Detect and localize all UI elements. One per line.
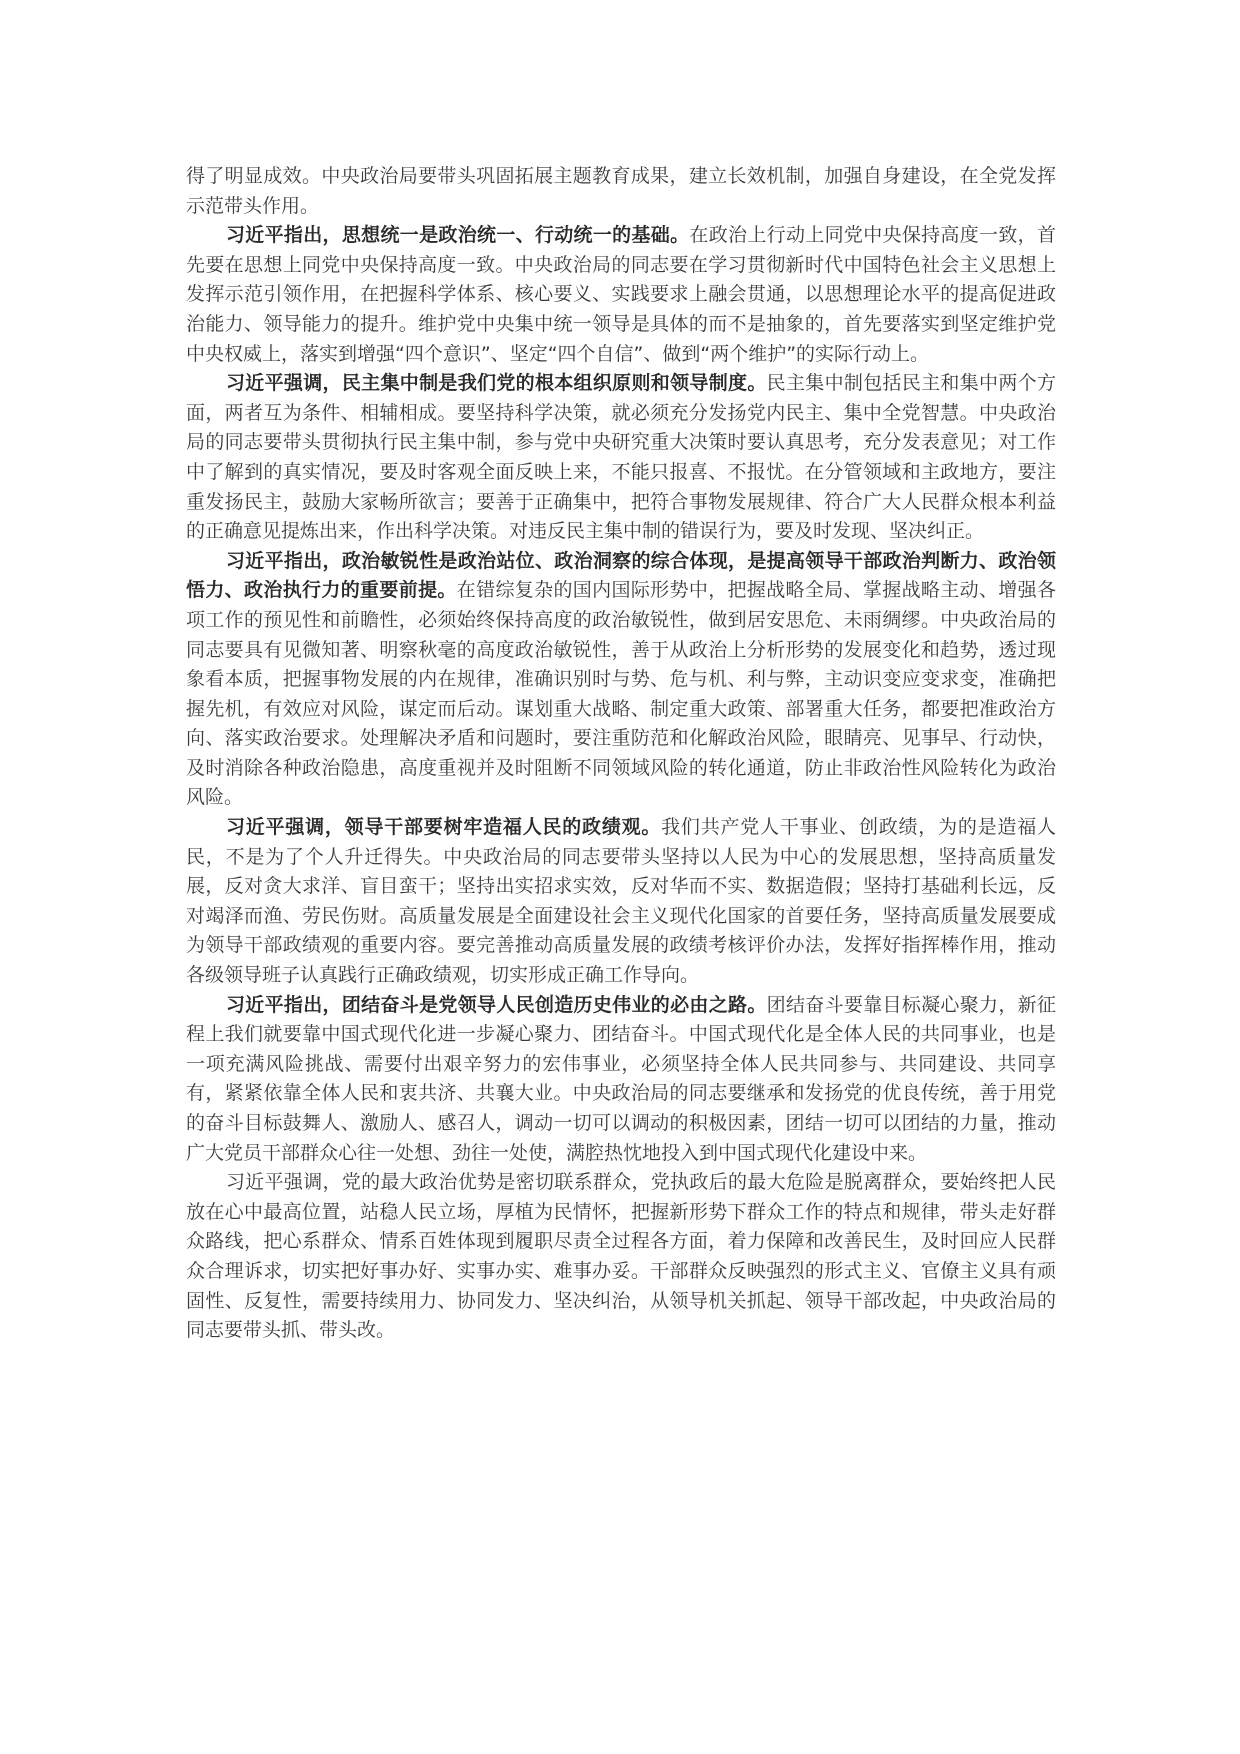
paragraph-body: 得了明显成效。中央政治局要带头巩固拓展主题教育成果，建立长效机制，加强自身建设，在全党发挥示范带头作用。 [186,165,1056,217]
paragraph-lead: 习近平指出，团结奋斗是党领导人民创造历史伟业的必由之路。 [226,993,767,1016]
paragraph-lead: 习近平指出，政治敏锐性是政治站位、政治洞察的综合体现，是提高领导干部政治判断力、政治领悟力、政治执行力的重要前提。 [186,549,1056,602]
paragraph-performance-view [186,813,1056,991]
paragraph-lead: 习近平强调，领导干部要树牢造福人民的政绩观。 [226,816,662,839]
paragraph-ideological-unity [186,221,1056,369]
paragraph-mass-line [186,1168,1056,1346]
paragraph-body: 在错综复杂的国内国际形势中，把握战略全局、掌握战略主动、增强各项工作的预见性和前瞻性，必须始终保持高度的政治敏锐性，做到居安思危、未雨绸缪。中央政治局的同志要具有见微知著、明察秋毫的高度政治敏锐性，善于从政治上分析形势的发展变化和趋势，透过现象看本质，把握事物发展的内在规律，准确识别时与势、危与机、利与弊，主动识变应变求变，准确把握先机，有效应对风险，谋定而后动。谋划重大战略、制定重大政策、部署重大任务，都要把准政治方向、落实政治要求。处理解决矛盾和问题时，要注重防范和化解政治风险，眼睛亮、见事早、行动快，及时消除各种政治隐患，高度重视并及时阻断不同领域风险的转化通道，防止非政治性风险转化为政治风险。 [186,579,1056,809]
paragraph-body: 我们共产党人干事业、创政绩，为的是造福人民，不是为了个人升迁得失。中央政治局的同志要带头坚持以人民为中心的发展思想，坚持高质量发展，反对贪大求洋、盲目蛮干；坚持出实招求实效，反对华而不实、数据造假；坚持打基础利长远，反对竭泽而渔、劳民伤财。高质量发展是全面建设社会主义现代化国家的首要任务，坚持高质量发展要成为领导干部政绩观的重要内容。要完善推动高质量发展的政绩考核评价办法，发挥好指挥棒作用，推动各级领导班子认真践行正确政绩观，切实形成正确工作导向。 [186,816,1056,987]
paragraph-body: 民主集中制包括民主和集中两个方面，两者互为条件、相辅相成。要坚持科学决策，就必须充分发扬党内民主、集中全党智慧。中央政治局的同志要带头贯彻执行民主集中制，参与党中央研究重大决策时要认真思考，充分发表意见；对工作中了解到的真实情况，要及时客观全面反映上来，不能只报喜、不报忧。在分管领域和主政地方，要注重发扬民主，鼓励大家畅所欲言；要善于正确集中，把符合事物发展规律、符合广大人民群众根本利益的正确意见提炼出来，作出科学决策。对违反民主集中制的错误行为，要及时发现、坚决纠正。 [186,372,1056,543]
paragraph-unity-and-struggle [186,991,1056,1169]
paragraph-body: 在政治上行动上同党中央保持高度一致，首先要在思想上同党中央保持高度一致。中央政治局的同志要在学习贯彻新时代中国特色社会主义思想上发挥示范引领作用，在把握科学体系、核心要义、实践要求上融会贯通，以思想理论水平的提高促进政治能力、领导能力的提升。维护党中央集中统一领导是具体的而不是抽象的，首先要落实到坚定维护党中央权威上，落实到增强“四个意识”、坚定“四个自信”、做到“两个维护”的实际行动上。 [186,224,1056,365]
paragraph-political-acuity [186,547,1056,813]
paragraph-lead: 习近平强调，民主集中制是我们党的根本组织原则和领导制度。 [226,372,767,395]
paragraph-lead: 习近平指出，思想统一是政治统一、行动统一的基础。 [226,224,690,247]
paragraph-body: 团结奋斗要靠目标凝心聚力，新征程上我们就要靠中国式现代化进一步凝心聚力、团结奋斗。中国式现代化是全体人民的共同事业，也是一项充满风险挑战、需要付出艰辛努力的宏伟事业，必须坚持全体人民共同参与、共同建设、共同享有，紧紧依靠全体人民和衷共济、共襄大业。中央政治局的同志要继承和发扬党的优良传统，善于用党的奋斗目标鼓舞人、激励人、感召人，调动一切可以调动的积极因素，团结一切可以团结的力量，推动广大党员干部群众心往一处想、劲往一处使，满腔热忱地投入到中国式现代化建设中来。 [186,993,1056,1164]
document-page [186,162,1056,1346]
paragraph-body: 习近平强调，党的最大政治优势是密切联系群众，党执政后的最大危险是脱离群众，要始终把人民放在心中最高位置，站稳人民立场，厚植为民情怀，把握新形势下群众工作的特点和规律，带头走好群众路线，把心系群众、情系百姓体现到履职尽责全过程各方面，着力保障和改善民生，及时回应人民群众合理诉求，切实把好事办好、实事办实、难事办妥。干部群众反映强烈的形式主义、官僚主义具有顽固性、反复性，需要持续用力、协同发力、坚决纠治，从领导机关抓起、领导干部改起，中央政治局的同志要带头抓、带头改。 [186,1171,1056,1342]
paragraph-continuation [186,162,1056,221]
paragraph-democratic-centralism [186,369,1056,547]
